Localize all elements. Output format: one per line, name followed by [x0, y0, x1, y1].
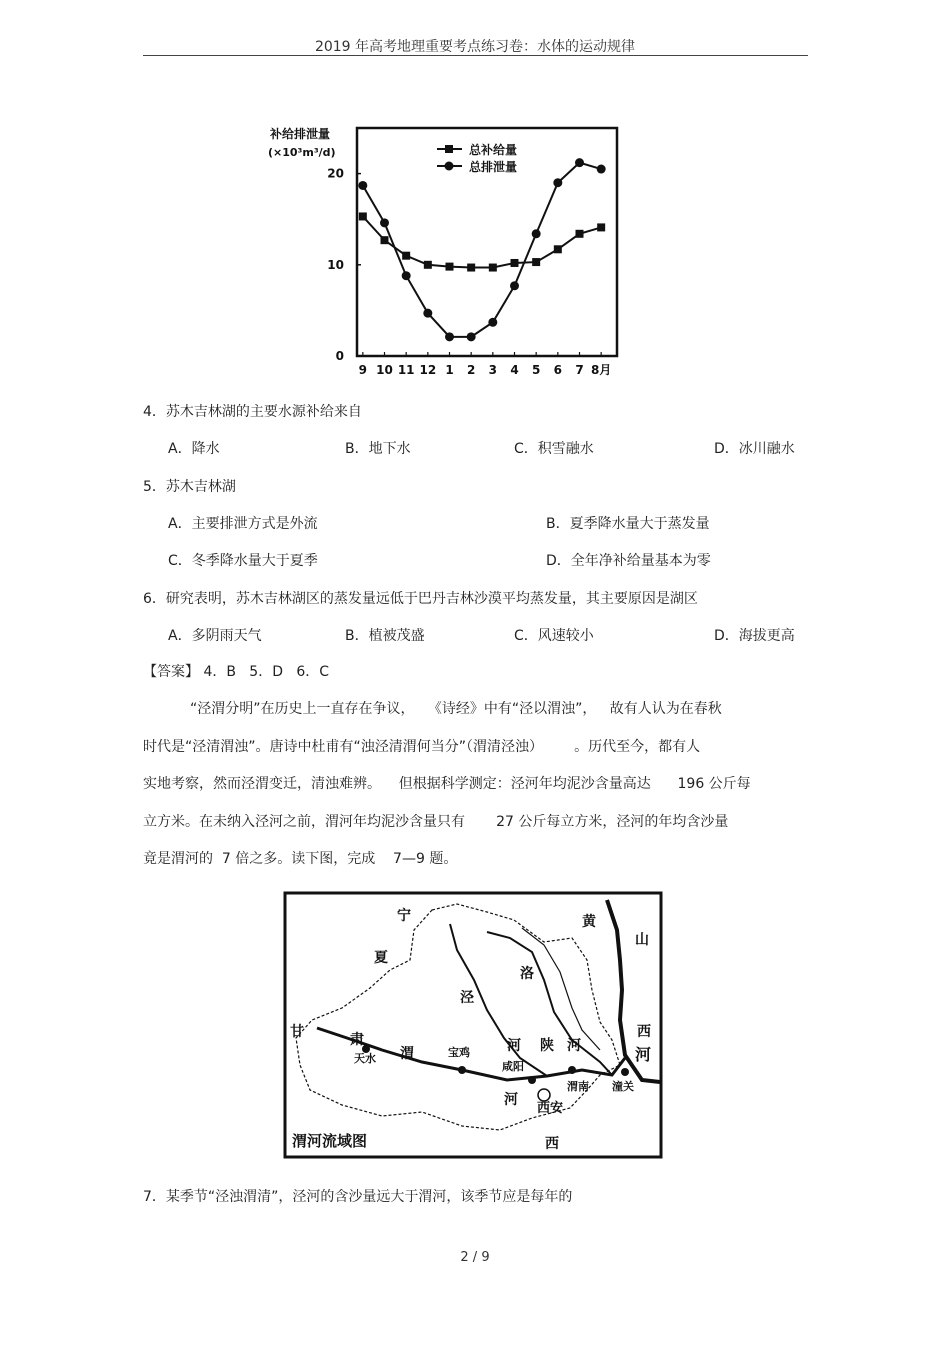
city-dot-xianyang [528, 1076, 536, 1084]
map-city-baoji: 宝鸡 [448, 1046, 470, 1059]
data-point-supply [576, 230, 584, 238]
q5-option-c: C．冬季降水量大于夏季 [168, 553, 318, 569]
map-label-wei: 渭 [400, 1046, 414, 1062]
data-point-discharge [423, 309, 432, 318]
q5-option-d: D．全年净补给量基本为零 [546, 553, 711, 569]
page-header: 2019 年高考地理重要考点练习卷：水体的运动规律 [314, 39, 636, 55]
chart-ylabel-line1: 补给排泄量 [270, 127, 331, 141]
data-point-discharge [380, 218, 389, 227]
x-tick-label: 2 [466, 363, 476, 377]
data-point-discharge [467, 332, 476, 341]
q4-option-a: A．降水 [168, 441, 220, 457]
x-tick-label: 10 [376, 363, 393, 377]
x-tick-label: 1 [445, 363, 454, 377]
legend-square-marker [445, 145, 453, 153]
data-point-supply [511, 259, 519, 267]
map-label-shan: 山 [635, 932, 649, 948]
map-title: 渭河流域图 [292, 1132, 368, 1150]
city-dot-tongguan [621, 1068, 629, 1076]
map-label-huang: 黄 [582, 914, 596, 930]
map-frame [285, 893, 661, 1157]
data-point-supply [554, 245, 562, 253]
question-5-stem: 5．苏木吉林湖 [143, 479, 236, 495]
x-tick-label: 8月 [590, 363, 612, 377]
map-label-su: 肃 [350, 1032, 364, 1048]
page-number: 2 / 9 [460, 1250, 490, 1265]
data-point-discharge [402, 271, 411, 280]
data-point-supply [424, 261, 432, 269]
chart-series [358, 158, 605, 341]
data-point-discharge [488, 318, 497, 327]
answer-key: 【答案】 4．B 5．D 6．C [143, 664, 330, 680]
map-label-he-huang: 河 [635, 1045, 652, 1064]
chart-legend [437, 142, 517, 174]
data-point-discharge [553, 178, 562, 187]
city-dot-baoji [458, 1066, 466, 1074]
city-dot-weinan [568, 1066, 576, 1074]
data-point-discharge [445, 332, 454, 341]
data-point-discharge [510, 281, 519, 290]
y-tick-label: 20 [327, 166, 344, 181]
passage-line-4: 立方米。在未纳入泾河之前，渭河年均泥沙含量只有 27 公斤每立方米，泾河的年均含沙量 [143, 814, 729, 830]
map-city-weinan: 渭南 [567, 1080, 589, 1093]
x-tick-label: 7 [575, 363, 584, 377]
passage-line-2: 时代是“泾清渭浊”。唐诗中杜甫有“浊泾清渭何当分”（渭清泾浊） 。历代至今，都有人 [143, 739, 701, 755]
q6-option-c: C．风速较小 [514, 628, 594, 644]
passage-line-1: “泾渭分明”在历史上一直存在争议， 《诗经》中有“泾以渭浊”， 故有人认为在春秋 [190, 701, 722, 717]
legend-circle-marker [445, 162, 454, 171]
map-city-tongguan: 潼关 [612, 1080, 634, 1093]
q6-option-a: A．多阴雨天气 [168, 628, 262, 644]
y-tick-label: 0 [335, 349, 344, 363]
map-label-shaan: 陕 [540, 1038, 554, 1054]
map-city-tianshui: 天水 [354, 1052, 376, 1065]
data-point-supply [489, 264, 497, 272]
q5-option-b: B．夏季降水量大于蒸发量 [546, 516, 710, 532]
q4-option-b: B．地下水 [345, 441, 411, 457]
data-point-discharge [358, 181, 367, 190]
map-city-xian: 西安 [537, 1101, 564, 1116]
data-point-supply [381, 236, 389, 244]
x-tick-label: 3 [488, 363, 498, 377]
legend-item-supply: 总补给量 [469, 143, 518, 157]
x-tick-label: 9 [358, 363, 368, 377]
q5-option-a: A．主要排泄方式是外流 [168, 516, 318, 532]
map-label-xi-bottom: 西 [545, 1136, 559, 1152]
data-point-discharge [597, 165, 606, 174]
x-tick-label: 4 [510, 363, 519, 377]
q6-option-d: D．海拔更高 [714, 628, 795, 644]
series-line [363, 216, 601, 267]
x-tick-label: 12 [419, 363, 437, 377]
map-city-xianyang: 咸阳 [502, 1060, 524, 1073]
map-label-xia: 夏 [374, 950, 388, 966]
data-point-supply [359, 212, 367, 220]
x-tick-label: 11 [397, 363, 415, 377]
data-point-supply [597, 223, 605, 231]
map-label-luo: 洛 [520, 966, 534, 982]
map-label-gan: 甘 [290, 1024, 304, 1040]
map-label-he-luo: 河 [567, 1038, 581, 1054]
data-point-supply [467, 264, 475, 272]
map-label-ning: 宁 [397, 908, 411, 924]
legend-item-discharge: 总排泄量 [469, 160, 518, 174]
map-label-he-wei: 河 [504, 1092, 518, 1108]
passage-line-3: 实地考察，然而泾渭变迁，清浊难辨。 但根据科学测定：泾河年均泥沙含量高达 196 公斤每 [143, 776, 751, 792]
recharge-discharge-chart [262, 118, 692, 388]
x-tick-label: 6 [553, 363, 563, 377]
data-point-supply [446, 263, 454, 271]
chart-ylabel-line2: (×10³m³/d) [268, 146, 336, 159]
question-6-stem: 6．研究表明，苏木吉林湖区的蒸发量远低于巴丹吉林沙漠平均蒸发量，其主要原因是湖区 [143, 591, 698, 607]
x-tick-label: 5 [531, 363, 541, 377]
q4-option-c: C．积雪融水 [514, 441, 594, 457]
q4-option-d: D．冰川融水 [714, 441, 795, 457]
passage-line-5: 竟是渭河的 7 倍之多。读下图，完成 7—9 题。 [143, 851, 458, 867]
header-rule [143, 55, 808, 56]
data-point-discharge [575, 158, 584, 167]
q6-option-b: B．植被茂盛 [345, 628, 425, 644]
weihe-basin-map [282, 890, 664, 1162]
map-label-he-jing: 河 [507, 1038, 521, 1054]
data-point-discharge [532, 229, 541, 238]
map-label-jing: 泾 [460, 990, 474, 1006]
data-point-supply [402, 252, 410, 260]
question-7-stem: 7．某季节“泾浊渭清”，泾河的含沙量远大于渭河，该季节应是每年的 [143, 1189, 573, 1205]
map-label-xi-shanxi: 西 [637, 1024, 651, 1040]
y-tick-label: 10 [327, 257, 344, 272]
data-point-supply [532, 258, 540, 266]
question-4-stem: 4．苏木吉林湖的主要水源补给来自 [143, 404, 362, 420]
